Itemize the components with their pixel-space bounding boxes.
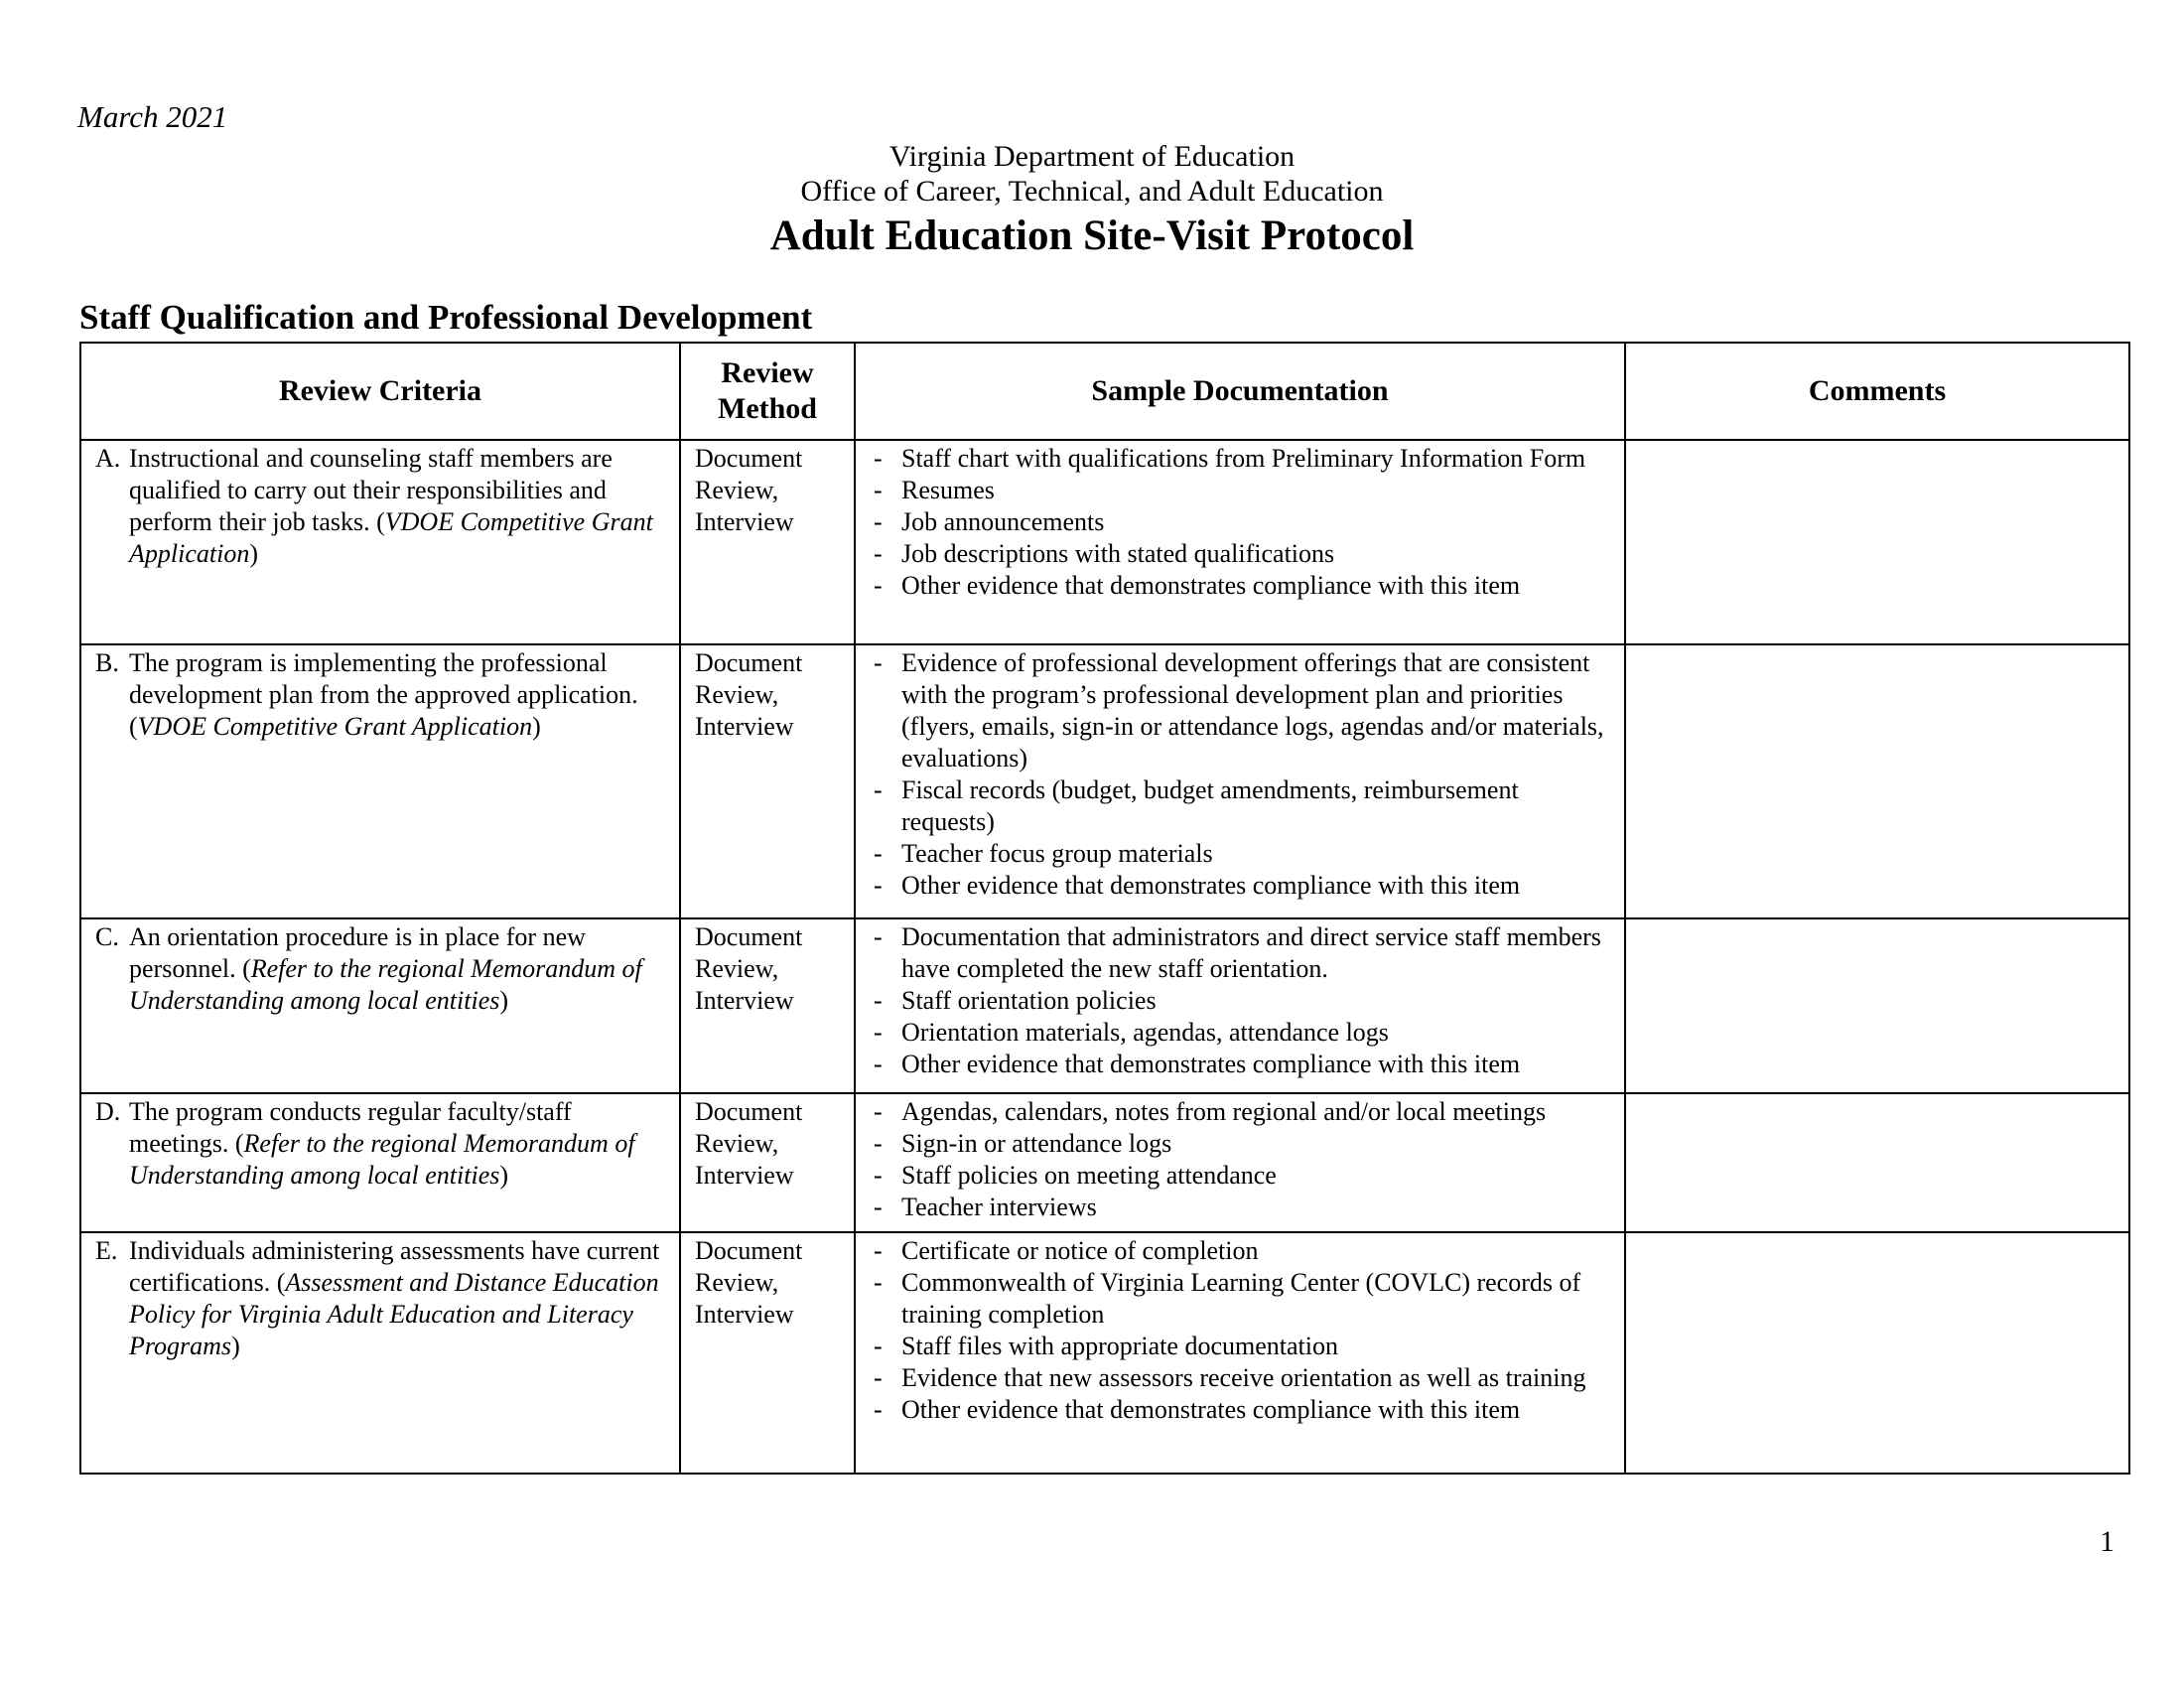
list-item <box>870 838 1612 870</box>
criteria-statement: Individuals administering assessments have current certifications. ( <box>129 1236 660 1297</box>
review-method-cell: Document Review, Interview <box>680 440 855 644</box>
list-item <box>870 1192 1612 1223</box>
documentation-item-text: Sign-in or attendance logs <box>901 1129 1172 1158</box>
dash-bullet: - <box>874 1363 883 1392</box>
documentation-item-text: Job descriptions with stated qualifications <box>901 539 1335 568</box>
criteria-letter: C. <box>95 922 119 951</box>
table-body <box>80 440 2129 1474</box>
header-review-criteria: Review Criteria <box>80 343 680 440</box>
dash-bullet: - <box>874 1050 883 1078</box>
sample-documentation-cell <box>855 1093 1625 1232</box>
criteria-cell <box>80 440 680 644</box>
documentation-item-text: Evidence that new assessors receive orientation as well as training <box>901 1363 1586 1392</box>
criteria-cell <box>80 1093 680 1232</box>
documentation-item-text: Documentation that administrators and direct service staff members have completed the new staff orientation. <box>901 922 1601 983</box>
documentation-item-text: Other evidence that demonstrates compliance with this item <box>901 571 1521 600</box>
dash-bullet: - <box>874 571 883 600</box>
criteria-text <box>129 1096 667 1192</box>
criteria-statement: The program conducts regular faculty/staff meetings. ( <box>129 1097 572 1158</box>
sample-documentation-cell <box>855 918 1625 1093</box>
table-row <box>80 918 2129 1093</box>
list-item <box>870 921 1612 985</box>
list-item <box>870 1128 1612 1160</box>
dash-bullet: - <box>874 1268 883 1297</box>
documentation-item-text: Certificate or notice of completion <box>901 1236 1259 1265</box>
document-header <box>0 139 2184 262</box>
documentation-item-text: Staff files with appropriate documentation <box>901 1332 1338 1360</box>
dash-bullet: - <box>874 1018 883 1047</box>
documentation-item-text: Other evidence that demonstrates compliance with this item <box>901 871 1521 900</box>
comments-cell[interactable] <box>1625 1232 2129 1474</box>
list-item <box>870 1362 1612 1394</box>
criteria-reference: Assessment and Distance Education Policy for Virginia Adult Education and Literacy Programs <box>129 1268 659 1360</box>
list-item <box>870 1017 1612 1049</box>
document-title: Adult Education Site-Visit Protocol <box>769 212 1415 259</box>
list-item <box>870 774 1612 838</box>
dash-bullet: - <box>874 839 883 868</box>
criteria-close: ) <box>499 986 509 1015</box>
criteria-text <box>129 443 667 570</box>
dash-bullet: - <box>874 986 883 1015</box>
dash-bullet: - <box>874 871 883 900</box>
comments-cell[interactable] <box>1625 1093 2129 1232</box>
dash-bullet: - <box>874 1236 883 1265</box>
documentation-item-text: Staff orientation policies <box>901 986 1157 1015</box>
dash-bullet: - <box>874 1129 883 1158</box>
criteria-letter: B. <box>95 648 119 677</box>
review-method-cell: Document Review, Interview <box>680 644 855 918</box>
header-comments: Comments <box>1625 343 2129 440</box>
documentation-list <box>870 1096 1612 1223</box>
sample-documentation-cell <box>855 644 1625 918</box>
criteria-reference: Refer to the regional Memorandum of Understanding among local entities <box>129 1129 635 1190</box>
criteria-cell <box>80 644 680 918</box>
dash-bullet: - <box>874 539 883 568</box>
documentation-item-text: Evidence of professional development offerings that are consistent with the program’s professional development plan and priorities (flyers, emails, sign-in or attendance logs, agendas and/or materials, evaluations) <box>901 648 1604 773</box>
list-item <box>870 443 1612 475</box>
list-item <box>870 1235 1612 1267</box>
comments-cell[interactable] <box>1625 644 2129 918</box>
documentation-item-text: Job announcements <box>901 507 1105 536</box>
header-agency: Virginia Department of Education <box>888 140 1296 173</box>
protocol-table <box>79 342 2130 1475</box>
header-review-method: Review Method <box>680 343 855 440</box>
dash-bullet: - <box>874 922 883 951</box>
criteria-reference: VDOE Competitive Grant Application <box>129 507 653 568</box>
documentation-item-text: Other evidence that demonstrates compliance with this item <box>901 1050 1521 1078</box>
dash-bullet: - <box>874 1332 883 1360</box>
documentation-item-text: Teacher interviews <box>901 1193 1097 1221</box>
dash-bullet: - <box>874 476 883 504</box>
documentation-list <box>870 921 1612 1080</box>
documentation-item-text: Other evidence that demonstrates compliance with this item <box>901 1395 1521 1424</box>
page-number: 1 <box>2100 1525 2115 1558</box>
dash-bullet: - <box>874 1193 883 1221</box>
list-item <box>870 1267 1612 1331</box>
list-item <box>870 475 1612 506</box>
criteria-close: ) <box>231 1332 240 1360</box>
list-item <box>870 538 1612 570</box>
list-item <box>870 1394 1612 1426</box>
criteria-cell <box>80 918 680 1093</box>
dash-bullet: - <box>874 507 883 536</box>
dash-bullet: - <box>874 1395 883 1424</box>
documentation-list <box>870 443 1612 602</box>
list-item <box>870 1049 1612 1080</box>
dash-bullet: - <box>874 1097 883 1126</box>
header-office: Office of Career, Technical, and Adult Education <box>800 175 1384 208</box>
criteria-text <box>129 647 667 743</box>
criteria-statement: Instructional and counseling staff members are qualified to carry out their responsibilities and perform their job tasks. ( <box>129 444 613 536</box>
header-sample-documentation: Sample Documentation <box>855 343 1625 440</box>
list-item <box>870 1331 1612 1362</box>
review-method-cell: Document Review, Interview <box>680 1093 855 1232</box>
list-item <box>870 570 1612 602</box>
list-item <box>870 506 1612 538</box>
documentation-item-text: Agendas, calendars, notes from regional and/or local meetings <box>901 1097 1547 1126</box>
dash-bullet: - <box>874 648 883 677</box>
criteria-close: ) <box>532 712 541 741</box>
sample-documentation-cell <box>855 440 1625 644</box>
comments-cell[interactable] <box>1625 918 2129 1093</box>
list-item <box>870 870 1612 902</box>
criteria-close: ) <box>249 539 258 568</box>
table-header-row <box>80 343 2129 440</box>
dash-bullet: - <box>874 775 883 804</box>
documentation-list <box>870 647 1612 902</box>
documentation-item-text: Fiscal records (budget, budget amendments, reimbursement requests) <box>901 775 1519 836</box>
documentation-item-text: Commonwealth of Virginia Learning Center (COVLC) records of training completion <box>901 1268 1581 1329</box>
list-item <box>870 985 1612 1017</box>
list-item <box>870 1160 1612 1192</box>
criteria-reference: Refer to the regional Memorandum of Understanding among local entities <box>129 954 642 1015</box>
table-row <box>80 644 2129 918</box>
criteria-statement: The program is implementing the professional development plan from the approved application. ( <box>129 648 638 741</box>
criteria-statement: An orientation procedure is in place for new personnel. ( <box>129 922 586 983</box>
criteria-text <box>129 921 667 1017</box>
criteria-letter: E. <box>95 1236 118 1265</box>
documentation-item-text: Orientation materials, agendas, attendance logs <box>901 1018 1389 1047</box>
dash-bullet: - <box>874 1161 883 1190</box>
documentation-list <box>870 1235 1612 1426</box>
table-row <box>80 1093 2129 1232</box>
sample-documentation-cell <box>855 1232 1625 1474</box>
criteria-close: ) <box>499 1161 509 1190</box>
documentation-item-text: Teacher focus group materials <box>901 839 1213 868</box>
criteria-letter: D. <box>95 1097 121 1126</box>
documentation-item-text: Resumes <box>901 476 995 504</box>
dash-bullet: - <box>874 444 883 473</box>
review-method-cell: Document Review, Interview <box>680 918 855 1093</box>
table-row <box>80 440 2129 644</box>
criteria-cell <box>80 1232 680 1474</box>
criteria-reference: VDOE Competitive Grant Application <box>137 712 533 741</box>
criteria-letter: A. <box>95 444 121 473</box>
section-title: Staff Qualification and Professional Development <box>79 298 813 337</box>
comments-cell[interactable] <box>1625 440 2129 644</box>
review-method-cell: Document Review, Interview <box>680 1232 855 1474</box>
list-item <box>870 647 1612 774</box>
table-row <box>80 1232 2129 1474</box>
documentation-item-text: Staff chart with qualifications from Preliminary Information Form <box>901 444 1586 473</box>
documentation-item-text: Staff policies on meeting attendance <box>901 1161 1277 1190</box>
list-item <box>870 1096 1612 1128</box>
document-date: March 2021 <box>77 99 228 134</box>
criteria-text <box>129 1235 667 1362</box>
